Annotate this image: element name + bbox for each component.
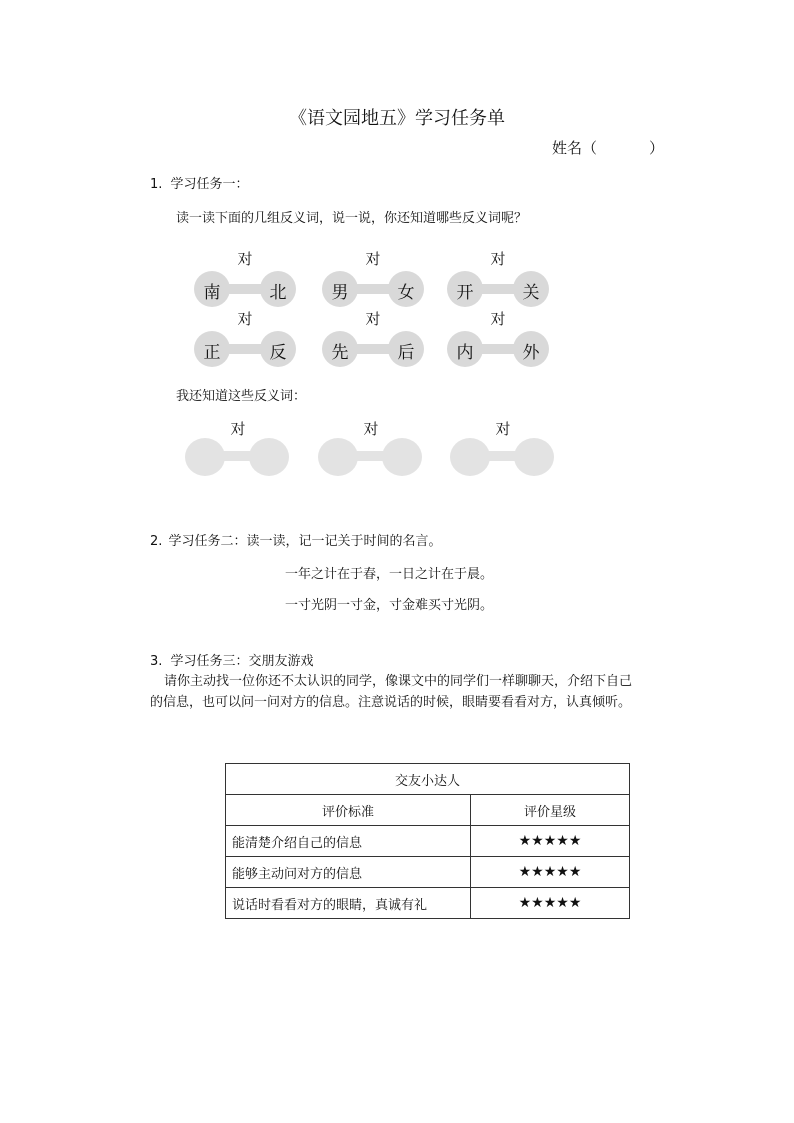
page-title: 《语文园地五》学习任务单 [289,108,505,129]
header-criterion: 评价标准 [226,795,471,826]
criterion-cell: 能清楚介绍自己的信息 [226,826,471,857]
pair-right-word: 北 [269,283,287,303]
connector-label: 对 [237,310,253,328]
pair-left-word: 南 [203,283,221,303]
connector-label: 对 [230,420,246,438]
antonym-pair [447,248,551,310]
pair-right-word: 女 [397,283,415,303]
antonym-pair [322,248,426,310]
blank-right-circle[interactable] [382,438,422,476]
evaluation-table [225,763,630,919]
task3-heading [150,650,314,669]
task3-paragraph-line1: 请你主动找一位你还不太认识的同学，像课文中的同学们一样聊聊天，介绍下自己 [164,674,633,689]
blank-left-circle[interactable] [185,438,225,476]
star-rating[interactable]: ★★★★★ [471,826,630,857]
pair-left-word: 男 [331,283,349,303]
criterion-cell: 能够主动问对方的信息 [226,857,471,888]
table-caption-row [226,764,630,795]
connector-label: 对 [363,420,379,438]
pair-left-word: 内 [456,343,474,363]
task1-number: 1. [150,177,163,192]
blank-left-circle[interactable] [450,438,490,476]
antonym-pair [322,308,426,370]
empty-antonym-pair[interactable] [185,418,291,476]
name-label: 姓名（ [552,139,598,157]
pair-right-word: 后 [397,343,415,363]
task1-title: 学习任务一： [170,177,249,192]
more-antonyms-label: 我还知道这些反义词： [176,389,307,404]
connector-label: 对 [495,420,511,438]
pair-right-word: 关 [522,283,540,303]
blank-left-circle[interactable] [318,438,358,476]
criterion-cell: 说话时看看对方的眼睛，真诚有礼 [226,888,471,919]
antonym-pair [447,308,551,370]
task2-heading [150,530,442,549]
table-header-row [226,795,630,826]
antonym-pair [194,248,298,310]
connector-label: 对 [365,250,381,268]
connector-label: 对 [237,250,253,268]
pair-right-word: 反 [269,343,287,363]
connector-label: 对 [365,310,381,328]
task3-title: 学习任务三：交朋友游戏 [170,654,314,669]
blank-right-circle[interactable] [249,438,289,476]
empty-antonym-pair[interactable] [450,418,556,476]
table-caption: 交友小达人 [226,764,630,795]
task1-heading [150,173,249,192]
table-row [226,826,630,857]
task2-title: 学习任务二：读一读，记一记关于时间的名言。 [168,534,442,549]
star-rating[interactable]: ★★★★★ [471,857,630,888]
time-quote-2: 一寸光阴一寸金，寸金难买寸光阴。 [285,598,494,613]
pair-left-word: 正 [203,343,221,363]
table-row [226,857,630,888]
antonym-pair [194,308,298,370]
name-close: ） [649,139,665,157]
pair-left-word: 先 [331,343,349,363]
header-rating: 评价星级 [471,795,630,826]
time-quote-1: 一年之计在于春，一日之计在于晨。 [285,567,494,582]
task1-instruction: 读一读下面的几组反义词，说一说，你还知道哪些反义词呢？ [176,211,528,226]
connector-label: 对 [490,250,506,268]
task3-number: 3. [150,654,163,669]
task2-number: 2. [150,534,163,549]
blank-right-circle[interactable] [514,438,554,476]
pair-left-word: 开 [456,283,474,303]
star-rating[interactable]: ★★★★★ [471,888,630,919]
connector-label: 对 [490,310,506,328]
empty-antonym-pair[interactable] [318,418,424,476]
pair-right-word: 外 [522,343,540,363]
table-row [226,888,630,919]
name-field[interactable] [552,137,664,158]
task3-paragraph-line2: 的信息，也可以问一问对方的信息。注意说话的时候，眼睛要看看对方，认真倾听。 [150,695,632,710]
